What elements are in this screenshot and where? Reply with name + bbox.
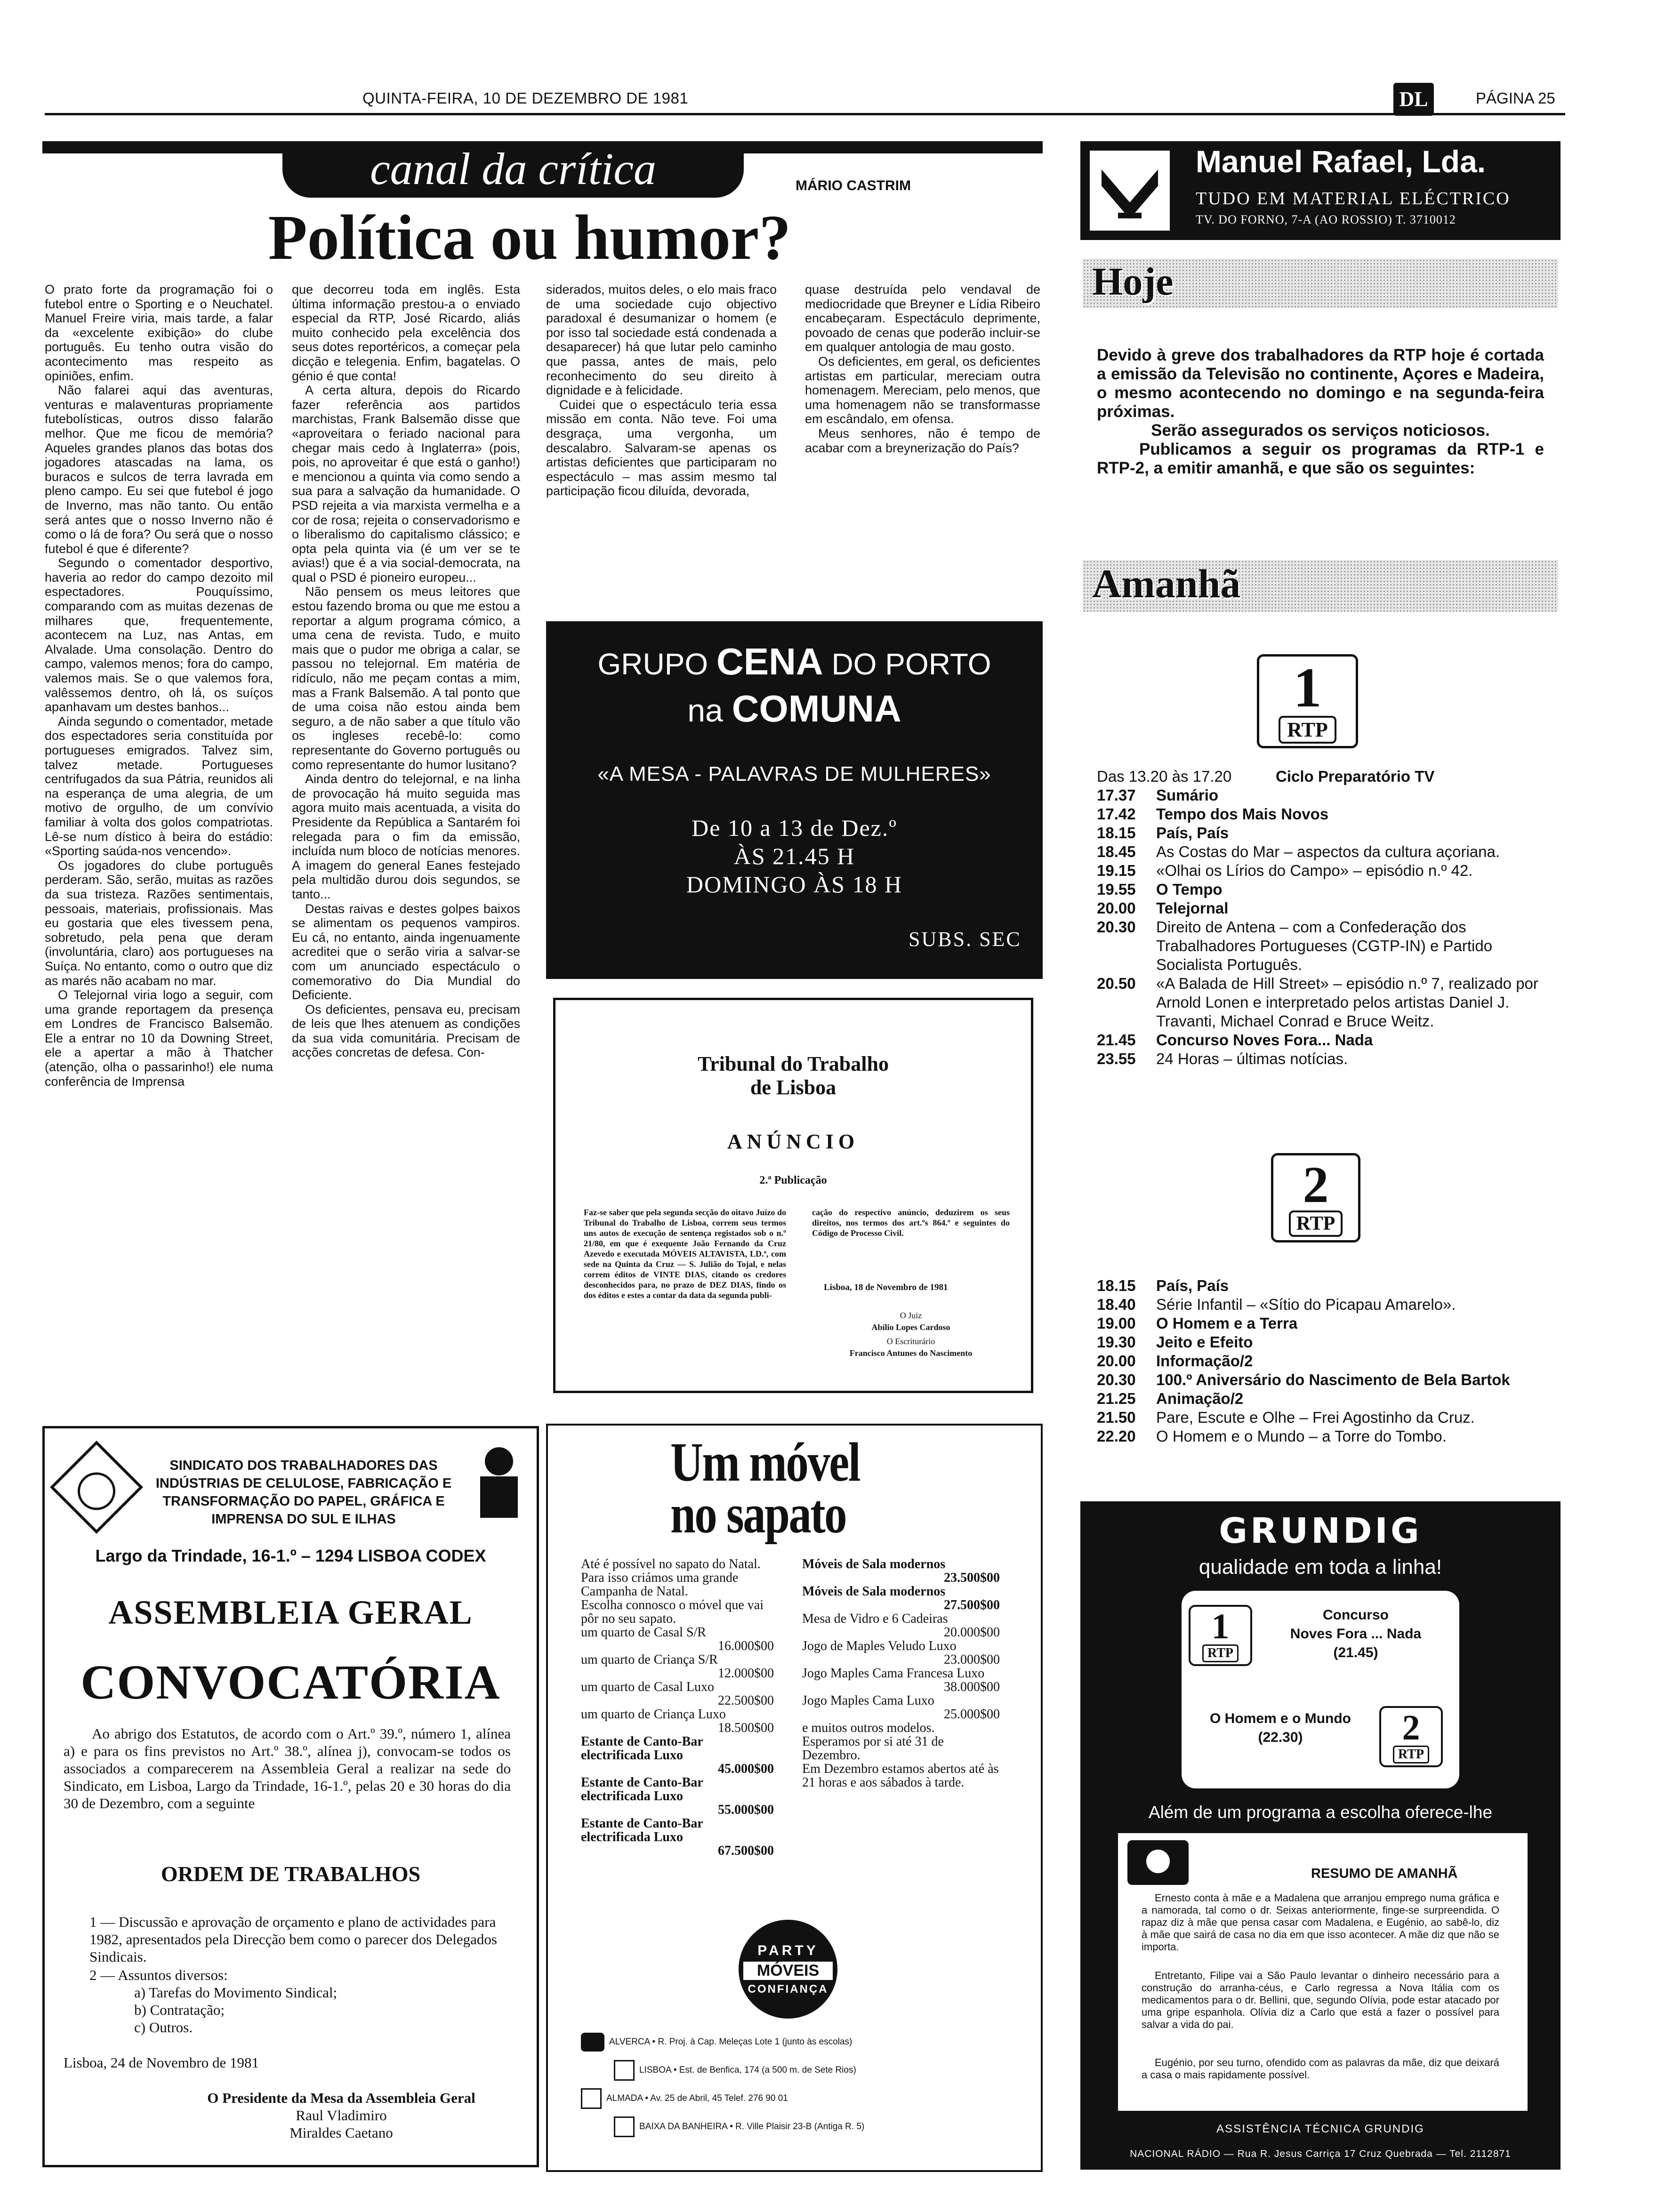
list-item: Até é possível no sapato do Natal.	[581, 1557, 761, 1571]
schedule-row	[1097, 1314, 1546, 1333]
store-icon	[581, 2088, 602, 2109]
paragraph: Os jogadores do clube português perderam. São, serão, muitas as razões da sua tristeza. Razões sentimentais, pessoais, materiais, profissionais. Mas eu gostaria que eles tivessem pena, sobretudo, pela pena que deram (involuntária, claro) aos portugueses na Suíça. No entanto, como o outro que diz as marés não acabam no mar.	[45, 858, 273, 988]
list-item: um quarto de Casal Luxo	[581, 1680, 715, 1694]
schedule-row	[1097, 1031, 1546, 1050]
cena-title-line1	[546, 640, 1043, 683]
schedule-time: 19.55	[1097, 881, 1136, 898]
tribunal-judge: Abílio Lopes Cardoso	[871, 1322, 950, 1332]
sindicato-name: SINDICATO DOS TRABALHADORES DAS INDÚSTRIAS DE CELULOSE, FABRICAÇÃO E TRANSFORMAÇÃO DO PAPEL, GRÁFICA E IMPRENSA DO SUL E ILHAS	[155, 1458, 452, 1527]
cena-sunday: DOMINGO ÀS 18 H	[686, 871, 903, 898]
schedule-program: Direito de Antena – com a Confederação dos Trabalhadores Portugueses (CGTP-IN) e Partido Socialista Português.	[1156, 918, 1493, 973]
schedule-row	[1097, 1389, 1546, 1408]
rafael-ad	[1080, 141, 1560, 240]
schedule-time: 21.25	[1097, 1390, 1136, 1407]
schedule-time: 17.42	[1097, 805, 1136, 823]
schedule-time: 21.50	[1097, 1409, 1136, 1426]
schedule-program: Informação/2	[1156, 1352, 1253, 1370]
store-icon	[614, 2116, 635, 2137]
resumo-title: RESUMO DE AMANHÃ	[1311, 1866, 1458, 1881]
price: 23.000$00	[944, 1652, 1000, 1667]
schedule-program: O Homem e o Mundo – a Torre do Tombo.	[1156, 1427, 1447, 1445]
convocatoria-heading: CONVOCATÓRIA	[80, 1655, 501, 1709]
paragraph: Cuidei que o espectáculo teria essa missão em conta. Não teve. Foi uma desgraça, uma vergonha, um descalabro. Salvaram-se apenas os artistas deficientes que participaram no espectáculo – mas assim mesmo tal participação ficou diluída, devorada,	[546, 397, 777, 498]
grundig-slogan: qualidade em toda a linha!	[1199, 1555, 1442, 1579]
schedule-program: País, País	[1156, 1277, 1229, 1294]
list-item: Mesa de Vidro e 6 Cadeiras	[802, 1611, 948, 1626]
schedule-program: Sumário	[1156, 786, 1219, 804]
schedule-row	[1097, 918, 1546, 974]
rtp1-logo	[1257, 654, 1358, 748]
headline: Política ou humor?	[268, 202, 791, 273]
page-date: QUINTA-FEIRA, 10 DE DEZEMBRO DE 1981	[362, 89, 689, 107]
rafael-logo-box	[1090, 151, 1170, 231]
grundig-brand: GRUNDIG	[1219, 1511, 1422, 1551]
cena-subs: SUBS. SEC	[909, 928, 1022, 951]
panel-rtp1-logo	[1189, 1605, 1252, 1666]
badge-bottom: CONFIANÇA	[748, 1982, 828, 1996]
schedule-program: «A Balada de Hill Street» – episódio n.º 7, realizado por Arnold Lonen e interpretado pelos artistas Daniel J. Travanti, Michael Conrad e Bruce Weitz.	[1156, 975, 1538, 1030]
header-rule	[45, 113, 1565, 115]
cena-play: «A MESA - PALAVRAS DE MULHERES»	[597, 762, 991, 785]
panel-rtp1-number: 1	[1211, 1607, 1230, 1646]
grundig-ad	[1080, 1501, 1560, 2170]
rtp1-schedule	[1097, 767, 1546, 1068]
schedule-time: 20.30	[1097, 918, 1136, 936]
schedule-program: Jeito e Efeito	[1156, 1333, 1253, 1351]
article-column-4	[805, 282, 1040, 455]
resumo-panel	[1118, 1833, 1528, 2111]
rtp1-number: 1	[1293, 656, 1322, 719]
schedule-program: As Costas do Mar – aspectos da cultura açoriana.	[1156, 843, 1500, 860]
paragraph: siderados, muitos deles, o elo mais fraco de uma sociedade cujo objectivo paradoxal é desumanizar o homem (e por isso tal sociedade está condenada a desaparecer) há que lutar pelo caminho que passa, antes de mais, pelo reconhecimento do seu direito à dignidade e à felicidade.	[546, 282, 777, 398]
list-item: um quarto de Criança S/R	[581, 1652, 718, 1667]
agenda-item-1: 1 — Discussão e aprovação de orçamento e plano de actividades para 1982, apresentados pela Direcção bem como o parecer dos Delegados Sindicais.	[89, 1914, 497, 1965]
schedule-time: Das 13.20 às 17.20	[1097, 768, 1232, 785]
tribunal-clerk: Francisco Antunes do Nascimento	[849, 1348, 973, 1358]
extra-text: e muitos outros modelos.	[802, 1721, 935, 1735]
sindicato-ad	[42, 1426, 539, 2167]
cena-venue: COMUNA	[732, 688, 901, 729]
schedule-program: 24 Horas – últimas notícias.	[1156, 1050, 1348, 1067]
paragraph: O prato forte da programação foi o futebol entre o Sporting e o Neuchatel. Manuel Freire viria, mais tarde, a falar da «excelente exibição» do clube português. Eu tenho outra visão do acontecimento mas respeito as opiniões, enfim.	[45, 282, 273, 383]
schedule-row	[1097, 1276, 1546, 1295]
schedule-program: Telejornal	[1156, 899, 1229, 917]
rtp1-label: RTP	[1279, 716, 1336, 744]
schedule-row	[1097, 767, 1546, 786]
agenda-subitem-a: a) Tarefas do Movimento Sindical;	[134, 1984, 338, 2001]
rtp2-schedule	[1097, 1276, 1546, 1446]
schedule-program: Série Infantil – «Sítio do Picapau Amarelo».	[1156, 1296, 1456, 1313]
sindicato-signature-name-1: Raul Vladimiro	[296, 2107, 387, 2124]
price: 23.500$00	[944, 1571, 1000, 1585]
schedule-row	[1097, 861, 1546, 880]
resumo-paragraph-1: Ernesto conta à mãe e a Madalena que arranjou emprego numa gráfica e a namorada, tal como o dr. Seixas anteriormente, finge-se surpreendida. O rapaz diz à mãe que pensa casar com Madalena, e Eugénio, ao sabê-lo, diz à mãe que sairá de casa no dia em que isso acontecer. A mãe diz que não se importa.	[1142, 1892, 1499, 1953]
movel-right-list	[802, 1557, 1000, 1789]
contest-title: Concurso	[1322, 1607, 1389, 1623]
contest-name: Noves Fora ... Nada	[1290, 1626, 1422, 1642]
schedule-program: País, País	[1156, 824, 1229, 842]
list-item: Escolha connosco o móvel que vai pôr no seu sapato.	[581, 1598, 764, 1626]
paragraph: que decorreu toda em inglês. Esta última informação prestou-a o enviado especial da RTP, José Ricardo, aliás muito conhecido pela excelência dos seus dotes reportéricos, a começar pela dicção e telegenia. Enfim, bagatelas. O génio é que conta!	[292, 282, 520, 383]
paragraph: Ainda segundo o comentador, metade dos espectadores seria constituída por portugueses emigrados. Talvez sim, talvez metade. Portugueses centrifugados da sua Pátria, reunidos ali na esperança de uma alegria, de um motivo de orgulho, de um convívio familiar à volta dos golos compatriotas. Lê-se num dístico à beira do estádio: «Sporting saúda-nos vencendo».	[45, 714, 273, 858]
schedule-program: Ciclo Preparatório TV	[1276, 768, 1435, 785]
sindicato-signature-title: O Presidente da Mesa da Assembleia Geral	[207, 2090, 475, 2106]
price: 25.000$00	[944, 1707, 1000, 1722]
cena-na: na	[687, 693, 723, 729]
movel-left-list	[581, 1557, 774, 1858]
tribunal-body-left: Faz-se saber que pela segunda secção do oitavo Juízo do Tribunal do Trabalho de Lisboa, correm seus termos uns autos de execução de sentença registados sob o n.º 21/80, em que é exequente João Fernando da Cruz Azevedo e executada MÓVEIS ALTAVISTA, LD.ª, com sede na Quinta da Cruz — S. Julião do Tojal, e nelas correm éditos de VINTE DIAS, citando os credores desconhecidos para, no prazo de DEZ DIAS, findo os dos éditos e estes a contar da data da segunda publi-	[584, 1208, 786, 1300]
schedule-program: O Tempo	[1156, 881, 1223, 898]
author-name: MÁRIO CASTRIM	[796, 178, 911, 193]
sindicato-body: Ao abrigo dos Estatutos, de acordo com o Art.º 39.º, número 1, alínea a) e para os fins previstos no Art.º 38.º, alínea j), convocam-se todos os associados a comparecerem na Assembleia Geral a realizar na sede do Sindicato, em Lisboa, Largo da Trindade, 16-1.º, pelas 20 e 30 horas do dia 30 de Dezembro, com a seguinte	[64, 1725, 511, 1811]
schedule-row	[1097, 1295, 1546, 1314]
price: 22.500$00	[718, 1693, 774, 1708]
store-icon	[581, 2033, 604, 2052]
schedule-row	[1097, 824, 1546, 842]
paragraph: Não falarei aqui das aventuras, venturas e malaventuras propriamente futebolísticas, outros disso falarão melhor. Que me ficou de memória? Aqueles grandes planos das botas dos jogadores atascadas na lama, os buracos e sulcos de terra lavrada em pleno campo. Eu sei que futebol é jogo de Inverno, mas não tanto. Ou então será antes que o nosso Inverno não é como o lá de fora? Ou será que o nosso futebol é que é diferente?	[45, 383, 273, 556]
schedule-row	[1097, 1050, 1546, 1068]
movel-headline-1: Um móvel	[670, 1431, 860, 1493]
agenda-subitem-c: c) Outros.	[134, 2019, 193, 2036]
list-item: Móveis de Sala modernos	[802, 1557, 946, 1571]
movel-headline-2: no sapato	[670, 1483, 846, 1545]
schedule-program: Concurso Noves Fora... Nada	[1156, 1031, 1373, 1049]
tribunal-heading: ANÚNCIO	[727, 1130, 860, 1153]
paragraph: O Telejornal viria logo a seguir, com uma grande reportagem da presença em Londres de Francisco Balsemão. Ele a entrar no 10 da Downing Street, ele a apertar a mão à Thatcher (atenção, olha o passarinho!) ele numa conferência de Imprensa	[45, 988, 273, 1089]
tribunal-judge-label: O Juiz	[900, 1311, 922, 1320]
schedule-time: 21.45	[1097, 1031, 1136, 1049]
rtp2-logo	[1271, 1153, 1360, 1242]
paragraph: Não pensem os meus leitores que estou fazendo broma ou que me estou a reportar a algum programa cómico, a uma cena de revista. Tudo, e muito mais que o pudor me obriga a calar, se passou no telejornal. Em matéria de ridículo, não me peçam contas a mim, mas a Frank Balsemão. A tal ponto que de uma coisa não estou ainda bem seguro, a de não saber a que título vão os ingleses recebê-lo: como representante do Governo português ou como representante do humor lusitano?	[292, 585, 520, 772]
hoje-title: Hoje	[1092, 260, 1174, 304]
schedule-program: Pare, Escute e Olhe – Frei Agostinho da Cruz.	[1156, 1409, 1475, 1426]
hoje-banner	[1083, 259, 1558, 308]
amanha-title: Amanhã	[1092, 561, 1241, 606]
article-column-2	[292, 282, 520, 1060]
schedule-row	[1097, 1427, 1546, 1446]
rafael-address: TV. DO FORNO, 7-A (AO ROSSIO) T. 3710012	[1196, 213, 1456, 226]
schedule-row	[1097, 899, 1546, 918]
schedule-time: 18.15	[1097, 1277, 1136, 1294]
section-banner	[282, 141, 744, 198]
schedule-time: 18.45	[1097, 843, 1136, 860]
assembleia-heading: ASSEMBLEIA GERAL	[108, 1594, 473, 1631]
extra-text: Esperamos por si até 31 de Dezembro.	[802, 1734, 944, 1763]
cena-city: DO PORTO	[831, 647, 991, 681]
cena-time: ÀS 21.45 H	[733, 843, 855, 869]
sindicato-date: Lisboa, 24 de Novembro de 1981	[64, 2054, 259, 2071]
sindicato-logo-icon	[50, 1441, 143, 1534]
homem-mundo-time: (22.30)	[1258, 1730, 1303, 1745]
price: 45.000$00	[718, 1762, 774, 1776]
schedule-program: Animação/2	[1156, 1390, 1244, 1407]
list-item: Jogo Maples Cama Francesa Luxo	[802, 1666, 985, 1681]
tribunal-title-2: de Lisboa	[750, 1076, 837, 1099]
schedule-program: 100.º Aniversário do Nascimento de Bela Bartok	[1156, 1371, 1510, 1388]
price: 27.500$00	[944, 1598, 1000, 1612]
store-address: LISBOA • Est. de Benfica, 174 (a 500 m. de Sete Rios)	[639, 2065, 856, 2075]
store-address: BAIXA DA BANHEIRA • R. Ville Plaisir 23-B (Antiga R. 5)	[639, 2122, 865, 2132]
paragraph: Segundo o comentador desportivo, haveria ao redor do campo dezoito mil espectadores. Pouquíssimo, comparando com as muitas dezenas de milhares que, frequentemente, acontecem na Luz, nas Antas, em Alvalade. Uma consolação. Dentro do campo, valemos menos; fora do campo, valemos mais. Se o que valemos fora, valêssemos dentro, oh lá, os suíços apanhavam um destes banhos...	[45, 556, 273, 714]
rafael-tagline: TUDO EM MATERIAL ELÉCTRICO	[1196, 189, 1511, 208]
schedule-row	[1097, 1333, 1546, 1352]
article-column-3	[546, 282, 777, 498]
price: 38.000$00	[944, 1680, 1000, 1694]
schedule-program: Tempo dos Mais Novos	[1156, 805, 1329, 823]
badge-top: PARTY	[757, 1942, 819, 1958]
paragraph: quase destruída pelo vendaval de mediocridade que Breyner e Lídia Ribeiro encabeçaram. Espectáculo deprimente, povoado de cenas que poderão incluir-se em qualquer antologia de mau gosto.	[805, 282, 1040, 354]
grundig-footer: NACIONAL RÁDIO — Rua R. Jesus Carriça 17 Cruz Quebrada — Tel. 2112871	[1130, 2148, 1511, 2159]
grundig-offer: Além de um programa a escolha oferece-lhe	[1148, 1803, 1493, 1822]
tribunal-date: Lisboa, 18 de Novembro de 1981	[824, 1282, 948, 1292]
price: 12.000$00	[718, 1666, 774, 1681]
extra-text: Em Dezembro estamos abertos até às 21 horas e aos sábados à tarde.	[802, 1762, 999, 1790]
sindicato-address: Largo da Trindade, 16-1.º – 1294 LISBOA CODEX	[95, 1546, 486, 1565]
tribunal-body-right: cação do respectivo anúncio, deduzirem os seus direitos, nos termos dos art.ºs 864.º e seguintes do Código de Processo Civil.	[812, 1208, 1010, 1238]
schedule-time: 17.37	[1097, 786, 1136, 804]
newspaper-logo: DL	[1393, 83, 1434, 116]
paragraph: Os deficientes, pensava eu, precisam de leis que lhes atenuem as condições da sua vida comunitária. Precisam de acções concretas de defesa. Con-	[292, 1002, 520, 1060]
sindicato-figure-icon	[475, 1447, 523, 1518]
rafael-logo-icon	[1090, 151, 1170, 231]
schedule-time: 22.20	[1097, 1427, 1136, 1445]
tribunal-title-1: Tribunal do Trabalho	[698, 1052, 889, 1075]
schedule-time: 18.40	[1097, 1296, 1136, 1313]
tv-set-icon	[1127, 1840, 1189, 1885]
panel-rtp2-number: 2	[1402, 1708, 1420, 1747]
schedule-time: 19.00	[1097, 1314, 1136, 1332]
panel-rtp1-label: RTP	[1202, 1644, 1239, 1662]
store-list	[562, 2028, 1028, 2141]
panel-rtp2-logo	[1379, 1706, 1443, 1767]
amanha-banner	[1083, 560, 1558, 612]
list-item: Para isso criámos uma grande Campanha de Natal.	[581, 1571, 739, 1599]
list-item: Jogo Maples Cama Luxo	[802, 1693, 934, 1708]
strike-notice: Devido à greve dos trabalhadores da RTP hoje é cortada a emissão da Televisão no continente, Açores e Madeira, o mesmo acontecendo no domingo e na segunda-feira próximas.	[1097, 346, 1544, 421]
list-item: Móveis de Sala modernos	[802, 1584, 946, 1599]
schedule-intro: Publicamos a seguir os programas da RTP-1 e RTP-2, a emitir amanhã, e que são os seguintes:	[1097, 440, 1544, 477]
schedule-row	[1097, 1370, 1546, 1389]
schedule-row	[1097, 786, 1546, 805]
price: 16.000$00	[718, 1639, 774, 1653]
rtp2-number: 2	[1303, 1156, 1329, 1213]
resumo-paragraph-3: Eugénio, por seu turno, ofendido com as palavras da mãe, diz que deixará a casa o mais rapidamente possível.	[1142, 2057, 1499, 2081]
list-item: um quarto de Criança Luxo	[581, 1707, 726, 1722]
list-item: Estante de Canto-Bar electrificada Luxo	[581, 1816, 703, 1844]
schedule-row	[1097, 842, 1546, 861]
schedule-program: O Homem e a Terra	[1156, 1314, 1298, 1332]
schedule-time: 20.30	[1097, 1371, 1136, 1388]
section-name: canal da crítica	[370, 144, 656, 194]
agenda-subitem-b: b) Contratação;	[134, 2002, 225, 2018]
grundig-assistance: ASSISTÊNCIA TÉCNICA GRUNDIG	[1216, 2123, 1424, 2135]
tribunal-clerk-label: O Escriturário	[886, 1337, 935, 1346]
store-icon	[614, 2060, 635, 2081]
list-item: Estante de Canto-Bar electrificada Luxo	[581, 1775, 703, 1803]
contest-time: (21.45)	[1333, 1645, 1378, 1660]
cena-name: CENA	[716, 641, 823, 682]
rtp2-label: RTP	[1289, 1210, 1343, 1237]
tribunal-notice	[553, 998, 1033, 1393]
rafael-name: Manuel Rafael, Lda.	[1196, 144, 1486, 179]
schedule-row	[1097, 805, 1546, 824]
paragraph: Os deficientes, em geral, os deficientes artistas em particular, mereciam outra homenagem. Mereciam, pelo menos, que uma homenagem não se transformasse em escândalo, em ofensa.	[805, 354, 1040, 426]
schedule-row	[1097, 974, 1546, 1031]
sindicato-signature-name-2: Miraldes Caetano	[290, 2124, 393, 2141]
schedule-row	[1097, 1408, 1546, 1427]
schedule-time: 23.55	[1097, 1050, 1136, 1067]
store-address: ALVERCA • R. Proj. à Cap. Meleças Lote 1 (junto às escolas)	[609, 2037, 853, 2047]
list-item: um quarto de Casal S/R	[581, 1625, 706, 1640]
page-number: PÁGINA 25	[1476, 89, 1555, 107]
news-notice: Serão assegurados os serviços noticiosos.	[1151, 421, 1490, 440]
article-column-1	[45, 282, 273, 1089]
agenda-item-2: 2 — Assuntos diversos:	[89, 1967, 228, 1983]
store-address: ALMADA • Av. 25 de Abril, 45 Telef. 276 90 01	[606, 2093, 788, 2103]
price: 20.000$00	[944, 1625, 1000, 1640]
schedule-row	[1097, 1352, 1546, 1370]
grundig-program-panel	[1182, 1591, 1459, 1788]
price: 18.500$00	[718, 1721, 774, 1735]
homem-mundo-name: O Homem e o Mundo	[1210, 1711, 1351, 1726]
ordem-heading: ORDEM DE TRABALHOS	[161, 1862, 421, 1886]
schedule-time: 20.50	[1097, 975, 1136, 992]
resumo-paragraph-2: Entretanto, Filipe vai a São Paulo levantar o dinheiro necessário para a construção do arranha-céus, e Carlo regressa a Nova Itália com os medicamentos para o dr. Bellini, que, segundo Olívia, pode estar atacado por uma gripe espanhola. Olívia diz a Carlo que está a fazer o possível para salvar a vida do pai.	[1142, 1970, 1499, 2030]
cena-grupo: GRUPO	[597, 647, 708, 681]
price: 67.500$00	[718, 1843, 774, 1858]
movel-ad	[546, 1424, 1043, 2172]
paragraph: Ainda dentro do telejornal, e na linha de provocação há muito seguida mas agora muito mais acentuada, a visita do Presidente da República a Santarém foi relegada para o fim da emissão, incluída num bloco de notícias menores. A imagem do general Eanes festejado pela multidão durou dois segundos, se tanto...	[292, 772, 520, 901]
cena-title-line2	[546, 687, 1043, 730]
panel-rtp2-label: RTP	[1393, 1746, 1429, 1763]
cena-dates: De 10 a 13 de Dez.º	[692, 815, 897, 841]
tribunal-publication: 2.ª Publicação	[759, 1174, 827, 1186]
schedule-time: 20.00	[1097, 899, 1136, 917]
badge-middle: MÓVEIS	[743, 1962, 833, 1980]
paragraph: Meus senhores, não é tempo de acabar com a breynerização do País?	[805, 426, 1040, 455]
cena-ad	[546, 621, 1043, 979]
party-moveis-badge	[739, 1920, 837, 2019]
schedule-time: 18.15	[1097, 824, 1136, 842]
paragraph: A certa altura, depois do Ricardo fazer referência aos partidos marchistas, Frank Balsemão disse que «aproveitara o feriado nacional para chegar mais cedo à Inglaterra» (pois, pois, no aproveitar é que está o ganho!) e mencionou a quinta via como sendo a sua para a salvação da humanidade. O PSD rejeita a via marxista vermelha e a cor de rosa; rejeita o conservadorismo e o liberalismo do capitalismo clássico; e opta pela quinta via (é um ver se te avias!) que é a via social-democrata, na qual o PSD é pioneiro europeu...	[292, 383, 520, 585]
list-item: Estante de Canto-Bar electrificada Luxo	[581, 1734, 703, 1763]
price: 55.000$00	[718, 1803, 774, 1817]
schedule-time: 20.00	[1097, 1352, 1136, 1370]
schedule-time: 19.15	[1097, 862, 1136, 879]
list-item: Jogo de Maples Veludo Luxo	[802, 1639, 957, 1653]
paragraph: Destas raivas e destes golpes baixos se alimentam os pequenos vampiros. Eu cá, no entanto, ainda ingenuamente acreditei que o serão viria a salvar-se com um anunciado espectáculo o comemorativo do Dia Mundial do Deficiente.	[292, 901, 520, 1002]
schedule-program: «Olhai os Lírios do Campo» – episódio n.º 42.	[1156, 862, 1473, 879]
schedule-row	[1097, 880, 1546, 899]
schedule-time: 19.30	[1097, 1333, 1136, 1351]
